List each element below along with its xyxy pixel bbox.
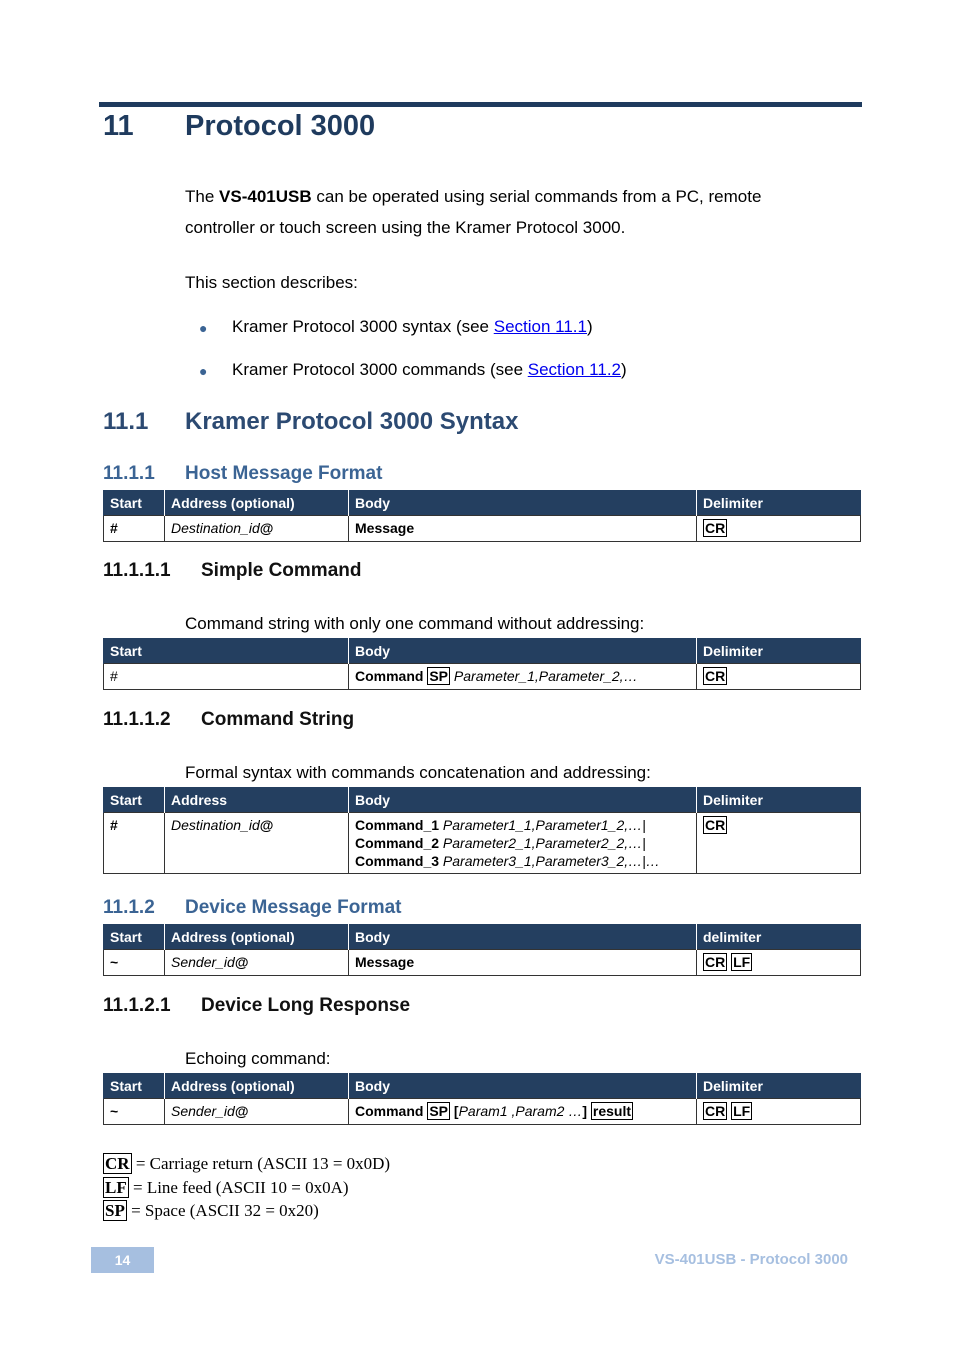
section-title: Kramer Protocol 3000 Syntax bbox=[185, 408, 519, 435]
sp-key: SP bbox=[429, 1103, 449, 1119]
subsection-title: Device Message Format bbox=[185, 897, 402, 918]
address-cell: Sender_id@ bbox=[165, 1099, 349, 1125]
delimiter-cell bbox=[697, 950, 861, 976]
column-header: Start bbox=[104, 924, 165, 950]
start-cell: ~ bbox=[104, 950, 165, 976]
cr-key: CR bbox=[705, 668, 726, 684]
column-header: Address (optional) bbox=[165, 1073, 349, 1099]
chapter-title: Protocol 3000 bbox=[185, 110, 376, 142]
start-cell: # bbox=[104, 664, 349, 690]
body-cell: Command SP [Param1 ,Param2 …] result bbox=[349, 1099, 697, 1125]
cr-key: CR bbox=[705, 1103, 726, 1119]
start-cell: ~ bbox=[104, 1099, 165, 1125]
footer-title: VS-401USB - Protocol 3000 bbox=[654, 1251, 848, 1268]
column-header: Address (optional) bbox=[165, 924, 349, 950]
column-header: Delimiter bbox=[697, 787, 861, 813]
subsubsection-number: 11.1.2.1 bbox=[103, 995, 171, 1016]
subsubsection-title: Simple Command bbox=[201, 560, 362, 581]
table-row bbox=[104, 1099, 861, 1125]
host-message-table bbox=[103, 490, 861, 542]
bullet-item: Kramer Protocol 3000 syntax (see Section 11.1) bbox=[232, 317, 593, 336]
body-cell: Command_1 Parameter1_1,Parameter1_2,…| Command_2 Parameter2_1,Parameter2_2,…| Command_3 Parameter3_1,Parameter3_2,…|… bbox=[349, 813, 697, 874]
column-header: Address (optional) bbox=[165, 490, 349, 516]
column-header: Start bbox=[104, 787, 165, 813]
section-describes: This section describes: bbox=[185, 273, 358, 292]
delimiter-cell bbox=[697, 1099, 861, 1125]
table-row bbox=[104, 516, 861, 542]
intro-paragraph: The VS-401USB can be operated using serial commands from a PC, remote bbox=[185, 187, 762, 206]
address-cell: Destination_id@ bbox=[165, 516, 349, 542]
column-header: Start bbox=[104, 1073, 165, 1099]
subsubsection-title: Device Long Response bbox=[201, 995, 411, 1016]
intro-paragraph-line2: controller or touch screen using the Kramer Protocol 3000. bbox=[185, 218, 626, 237]
column-header: Body bbox=[349, 490, 697, 516]
section-11-1-link[interactable]: Section 11.1 bbox=[493, 317, 587, 336]
simple-command-table bbox=[103, 638, 861, 690]
table-row bbox=[104, 950, 861, 976]
column-header: Delimiter bbox=[697, 1073, 861, 1099]
cr-key: CR bbox=[705, 954, 726, 970]
body-cell: Message bbox=[349, 516, 697, 542]
chapter-rule bbox=[99, 102, 862, 107]
lf-key: LF bbox=[733, 954, 751, 970]
column-header: Body bbox=[349, 787, 697, 813]
legend-item: CR = Carriage return (ASCII 13 = 0x0D) bbox=[105, 1154, 391, 1173]
bullet-icon: ● bbox=[199, 363, 208, 379]
bullet-icon: ● bbox=[199, 320, 208, 336]
cr-key: CR bbox=[705, 817, 726, 833]
delimiter-cell bbox=[697, 813, 861, 874]
subsection-number: 11.1.1 bbox=[103, 463, 155, 484]
column-header: Body bbox=[349, 638, 697, 664]
column-header: Start bbox=[104, 638, 349, 664]
section-number: 11.1 bbox=[103, 408, 149, 435]
legend-item: SP = Space (ASCII 32 = 0x20) bbox=[105, 1201, 319, 1220]
address-cell: Destination_id@ bbox=[165, 813, 349, 874]
command-string-table bbox=[103, 787, 861, 874]
command-string-desc: Formal syntax with commands concatenation and addressing: bbox=[185, 763, 651, 782]
long-response-table bbox=[103, 1073, 861, 1125]
column-header: Body bbox=[349, 1073, 697, 1099]
subsubsection-number: 11.1.1.1 bbox=[103, 560, 171, 581]
start-cell: # bbox=[104, 516, 165, 542]
column-header: delimiter bbox=[697, 924, 861, 950]
column-header: Delimiter bbox=[697, 490, 861, 516]
table-row bbox=[104, 664, 861, 690]
cr-key: CR bbox=[705, 520, 726, 536]
start-cell: # bbox=[104, 813, 165, 874]
device-message-table bbox=[103, 924, 861, 976]
subsubsection-title: Command String bbox=[201, 709, 355, 730]
legend-item: LF = Line feed (ASCII 10 = 0x0A) bbox=[105, 1178, 349, 1197]
subsubsection-number: 11.1.1.2 bbox=[103, 709, 171, 730]
column-header: Body bbox=[349, 924, 697, 950]
subsection-title: Host Message Format bbox=[185, 463, 383, 484]
delimiter-cell bbox=[697, 664, 861, 690]
column-header: Delimiter bbox=[697, 638, 861, 664]
delimiter-cell bbox=[697, 516, 861, 542]
column-header: Address bbox=[165, 787, 349, 813]
section-11-2-link[interactable]: Section 11.2 bbox=[527, 360, 622, 379]
result-key: result bbox=[592, 1103, 631, 1119]
body-cell: Command SP Parameter_1,Parameter_2,… bbox=[349, 664, 697, 690]
lf-key: LF bbox=[733, 1103, 751, 1119]
sp-key: SP bbox=[429, 668, 449, 684]
simple-command-desc: Command string with only one command without addressing: bbox=[185, 614, 645, 633]
page-number: 14 bbox=[91, 1247, 154, 1273]
echo-desc: Echoing command: bbox=[185, 1049, 331, 1068]
chapter-number: 11 bbox=[103, 110, 134, 142]
subsection-number: 11.1.2 bbox=[103, 897, 155, 918]
body-cell: Message bbox=[349, 950, 697, 976]
address-cell: Sender_id@ bbox=[165, 950, 349, 976]
table-row bbox=[104, 813, 861, 874]
column-header: Start bbox=[104, 490, 165, 516]
bullet-item: Kramer Protocol 3000 commands (see Section 11.2) bbox=[232, 360, 627, 379]
